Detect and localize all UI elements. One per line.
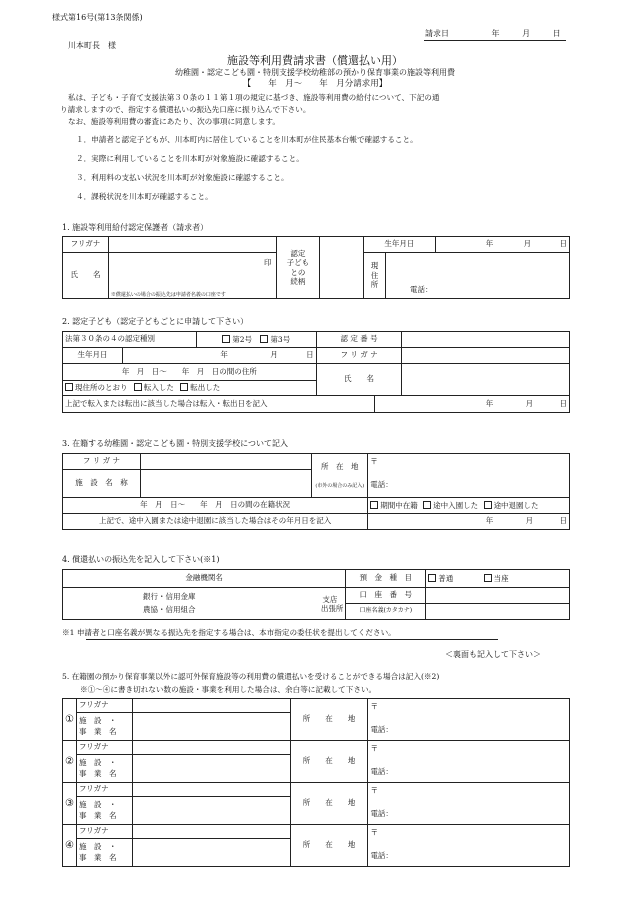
row1-facility-label <box>76 713 132 741</box>
row3-location-input[interactable] <box>368 783 570 825</box>
child-name-label: 氏 名 <box>316 364 402 396</box>
row2-mark: ② <box>63 741 77 783</box>
guardian-furigana-label: フリガナ <box>63 237 109 253</box>
section4-heading: 4. 償還払いの振込先を記入して下さい(※1) <box>62 555 220 564</box>
enroll-options[interactable] <box>368 498 570 514</box>
account-no-input[interactable] <box>426 588 570 604</box>
row4-mark: ④ <box>63 825 77 867</box>
location-label: 所 在 地 <box>321 462 359 471</box>
location-note: (市外の場合のみ記入) <box>315 483 365 489</box>
child-relation-label <box>276 237 320 299</box>
ed-month: 月 <box>525 516 534 526</box>
address-input[interactable] <box>385 253 569 299</box>
row1-postal: 〒 <box>370 702 378 711</box>
move-date-input[interactable] <box>374 396 570 413</box>
checkbox-type3[interactable] <box>260 335 268 343</box>
row4-facility-l2: 事 業 名 <box>78 852 117 862</box>
seal-mark: 印 <box>264 258 272 267</box>
bd-day: 日 <box>559 239 567 249</box>
facility-table <box>62 453 570 530</box>
account-name-input[interactable] <box>426 604 570 620</box>
row2-furigana-label: フリガナ <box>76 741 132 755</box>
date-day: 日 <box>552 29 561 38</box>
md-year: 年 <box>485 398 494 408</box>
section1-heading: 1. 施設等利用給付認定保護者（請求者） <box>62 223 209 232</box>
name-note: ※償還払いの場合の振込先は申請者名義の口座です <box>110 291 226 298</box>
enroll-opt-1: 期間中在籍 <box>380 500 418 510</box>
birthdate-label: 生年月日 <box>364 237 436 253</box>
facility-phone: 電話： <box>370 479 393 489</box>
guardian-name-label: 氏 名 <box>63 253 109 299</box>
row1-mark: ① <box>63 699 77 741</box>
cert-type-label: 法第３０条の４の認定種別 <box>63 332 197 348</box>
row4-facility-l1: 施 設 ・ <box>78 842 117 851</box>
period-line: 【 年 月～ 年 月分請求用】 <box>242 79 388 89</box>
row3-facility-label <box>76 797 132 825</box>
opt-normal: 普通 <box>438 573 454 583</box>
deposit-type-label: 預 金 種 目 <box>346 570 426 588</box>
bd-year: 年 <box>485 239 494 249</box>
child-furigana-input[interactable] <box>402 348 570 364</box>
row2-location-label: 所 在 地 <box>290 741 368 783</box>
proxy-note <box>62 629 396 637</box>
enroll-date-input[interactable] <box>368 514 570 530</box>
subtitle: 幼稚園・認定こども園・特別支援学校幼稚部の預かり保育事業の施設等利用費 <box>175 68 455 77</box>
account-name-label: 口座名義(カタカナ) <box>346 604 426 620</box>
checkbox-moved-out[interactable] <box>180 383 188 391</box>
row3-facility-l2: 事 業 名 <box>78 810 117 820</box>
row1-facility-l1: 施 設 ・ <box>78 716 117 725</box>
cbd-year: 年 <box>220 350 228 360</box>
checkbox-normal[interactable] <box>428 574 436 582</box>
date-month: 月 <box>522 29 531 38</box>
row3-furigana-label: フリガナ <box>76 783 132 797</box>
intro-line-3: なお、施設等利用費の審査にあたり、次の事項に同意します。 <box>68 117 281 126</box>
move-note: 上記で転入または転出に該当した場合は転入・転出日を記入 <box>63 396 375 413</box>
account-no-label: 口 座 番 号 <box>346 588 426 604</box>
cert-no-input[interactable] <box>402 332 570 348</box>
row1-facility-input[interactable] <box>132 713 290 741</box>
proxy-note-text: ※1 申請者と口座名義が異なる振込先を指定する場合は、本市指定の委任状を提出してください。 <box>62 628 396 637</box>
row4-location-input[interactable] <box>368 825 570 867</box>
child-table <box>62 331 570 413</box>
row2-facility-label <box>76 755 132 783</box>
checkbox-type2[interactable] <box>222 335 230 343</box>
row1-phone: 電話： <box>370 724 393 734</box>
facility-postal: 〒 <box>370 457 378 466</box>
row1-location-label: 所 在 地 <box>290 699 368 741</box>
ed-year: 年 <box>485 516 494 526</box>
consent-2: ２．実際に利用していることを川本町が対象施設に確認すること。 <box>76 154 304 163</box>
request-date-label: 請求日 <box>425 29 449 38</box>
bank-name-input[interactable] <box>63 588 346 620</box>
bank-type-2: 農協・信用組合 <box>143 604 196 614</box>
ed-day: 日 <box>559 516 567 526</box>
row1-furigana-label: フリガナ <box>76 699 132 713</box>
bd-month: 月 <box>523 239 532 249</box>
checkbox-left-midway[interactable] <box>484 501 492 509</box>
addressee: 川本町長 様 <box>68 41 116 50</box>
child-name-input[interactable] <box>402 364 570 396</box>
bank-type-1: 銀行・信用金庫 <box>143 591 196 601</box>
row2-postal: 〒 <box>370 744 378 753</box>
consent-1: １．申請者と認定子どもが、川本町内に居住していることを川本町が住民基本台帳で確認すること。 <box>76 135 418 144</box>
section2-heading: 2. 認定子ども（認定子どもごとに申請して下さい） <box>62 317 249 326</box>
addr-opt-1: 現住所のとおり <box>75 383 128 393</box>
row4-postal: 〒 <box>370 828 378 837</box>
child-birthdate-label: 生年月日 <box>63 348 123 364</box>
request-date <box>425 30 561 38</box>
cbd-month: 月 <box>270 350 278 360</box>
back-side-note: ＜裏面も記入して下さい＞ <box>445 650 541 659</box>
enroll-opt-3: 途中退園した <box>493 500 539 510</box>
branch-label: 支店 <box>322 595 338 604</box>
birthdate-input[interactable] <box>435 237 569 253</box>
row1-furigana-input[interactable] <box>132 699 290 713</box>
child-furigana-label: フ リ ガ ナ <box>316 348 402 364</box>
checkbox-current-address[interactable] <box>65 383 73 391</box>
relation-line-4: 続柄 <box>290 276 306 286</box>
child-relation-input[interactable] <box>320 237 364 299</box>
enroll-opt-2: 途中入園した <box>433 500 479 510</box>
row3-facility-l1: 施 設 ・ <box>78 800 117 809</box>
form-number: 様式第16号(第13条関係) <box>52 13 143 22</box>
checkbox-current[interactable] <box>484 574 492 582</box>
enroll-note: 上記で、途中入園または途中退園に該当した場合はその年月日を記入 <box>63 514 368 530</box>
row4-furigana-input[interactable] <box>132 825 290 839</box>
cbd-day: 日 <box>306 350 314 360</box>
row4-location-label: 所 在 地 <box>290 825 368 867</box>
child-birthdate-input[interactable] <box>122 348 316 364</box>
facility-furigana-label: フ リ ガ ナ <box>63 454 141 470</box>
guardian-phone-label: 電話： <box>409 284 433 294</box>
row2-location-input[interactable] <box>368 741 570 783</box>
opt-current: 当座 <box>493 573 509 583</box>
request-date-underline <box>424 40 566 41</box>
proxy-note-underline <box>86 639 498 640</box>
intro-line-2: り請求しますので、指定する償還払いの振込先口座に振り込んで下さい。 <box>60 105 311 114</box>
guardian-furigana-input[interactable] <box>108 237 276 253</box>
checkbox-moved-in[interactable] <box>134 383 142 391</box>
office-label: 出張所 <box>320 604 344 614</box>
row3-furigana-input[interactable] <box>132 783 290 797</box>
addr-line-1: 現 <box>370 260 379 270</box>
address-period-label: 年 月 日～ 年 月 日の間の住所 <box>63 364 317 381</box>
section5-heading: 5. 在籍園の預かり保育事業以外に認可外保育施設等の利用費の償還払いを受けることができる場合は記入(※2) <box>62 672 440 681</box>
row3-location-label: 所 在 地 <box>290 783 368 825</box>
row1-facility-l2: 事 業 名 <box>78 726 117 736</box>
intro-line-1: 私は、子ども・子育て支援法第３０条の１１第１項の規定に基づき、施設等利用費の給付について、下記の通 <box>68 93 440 102</box>
row4-facility-input[interactable] <box>132 839 290 867</box>
checkbox-enrolled[interactable] <box>370 501 378 509</box>
deposit-type-options[interactable] <box>426 570 570 588</box>
row3-postal: 〒 <box>370 786 378 795</box>
guardian-table <box>62 236 570 299</box>
md-day: 日 <box>559 398 567 408</box>
row4-facility-label <box>76 839 132 867</box>
relation-line-2: 子ども <box>286 258 310 268</box>
row4-furigana-label: フリガナ <box>76 825 132 839</box>
opt2-label: 第2号 <box>232 334 253 344</box>
facility-furigana-input[interactable] <box>140 454 311 470</box>
facility-name-label: 施 設 名 称 <box>63 470 141 498</box>
cert-type-options[interactable] <box>196 332 316 348</box>
addr-opt-3: 転出した <box>190 383 221 393</box>
row3-phone: 電話： <box>370 808 393 818</box>
address-label <box>364 253 386 299</box>
cert-no-label: 認 定 番 号 <box>316 332 402 348</box>
addr-line-2: 住 <box>370 270 379 280</box>
facility-location-label <box>312 454 368 498</box>
guardian-name-input[interactable] <box>108 253 276 299</box>
bank-table <box>62 569 570 620</box>
opt3-label: 第3号 <box>270 334 291 344</box>
other-facilities-table <box>62 698 570 867</box>
row4-phone: 電話： <box>370 850 393 860</box>
consent-4: ４．課税状況を川本町が確認すること。 <box>76 192 213 201</box>
row2-facility-l1: 施 設 ・ <box>78 758 117 767</box>
section5-subnote: ※①～④に書き切れない数の施設・事業を利用した場合は、余白等に記載して下さい。 <box>80 685 377 694</box>
row1-location-input[interactable] <box>368 699 570 741</box>
addr-line-3: 所 <box>370 280 379 290</box>
row2-facility-l2: 事 業 名 <box>78 768 117 778</box>
facility-name-input[interactable] <box>140 470 311 498</box>
address-options[interactable] <box>63 381 317 396</box>
checkbox-joined-midway[interactable] <box>423 501 431 509</box>
facility-location-input[interactable] <box>368 454 570 498</box>
row3-mark: ③ <box>63 783 77 825</box>
md-month: 月 <box>525 398 534 408</box>
row3-facility-input[interactable] <box>132 797 290 825</box>
row2-furigana-input[interactable] <box>132 741 290 755</box>
section3-heading: 3. 在籍する幼稚園・認定こども園・特別支援学校について記入 <box>62 439 289 448</box>
row2-phone: 電話： <box>370 766 393 776</box>
consent-3: ３．利用料の支払い状況を川本町が対象施設に確認すること。 <box>76 173 289 182</box>
date-year: 年 <box>491 29 500 38</box>
addr-opt-2: 転入した <box>143 383 174 393</box>
bank-name-label: 金融機関名 <box>63 570 346 588</box>
row2-facility-input[interactable] <box>132 755 290 783</box>
page-title: 施設等利用費請求書（償還払い用） <box>227 54 403 67</box>
relation-line-3: との <box>290 267 306 277</box>
enroll-period-label: 年 月 日～ 年 月 日の間の在籍状況 <box>63 498 368 514</box>
relation-line-1: 認定 <box>290 248 306 258</box>
